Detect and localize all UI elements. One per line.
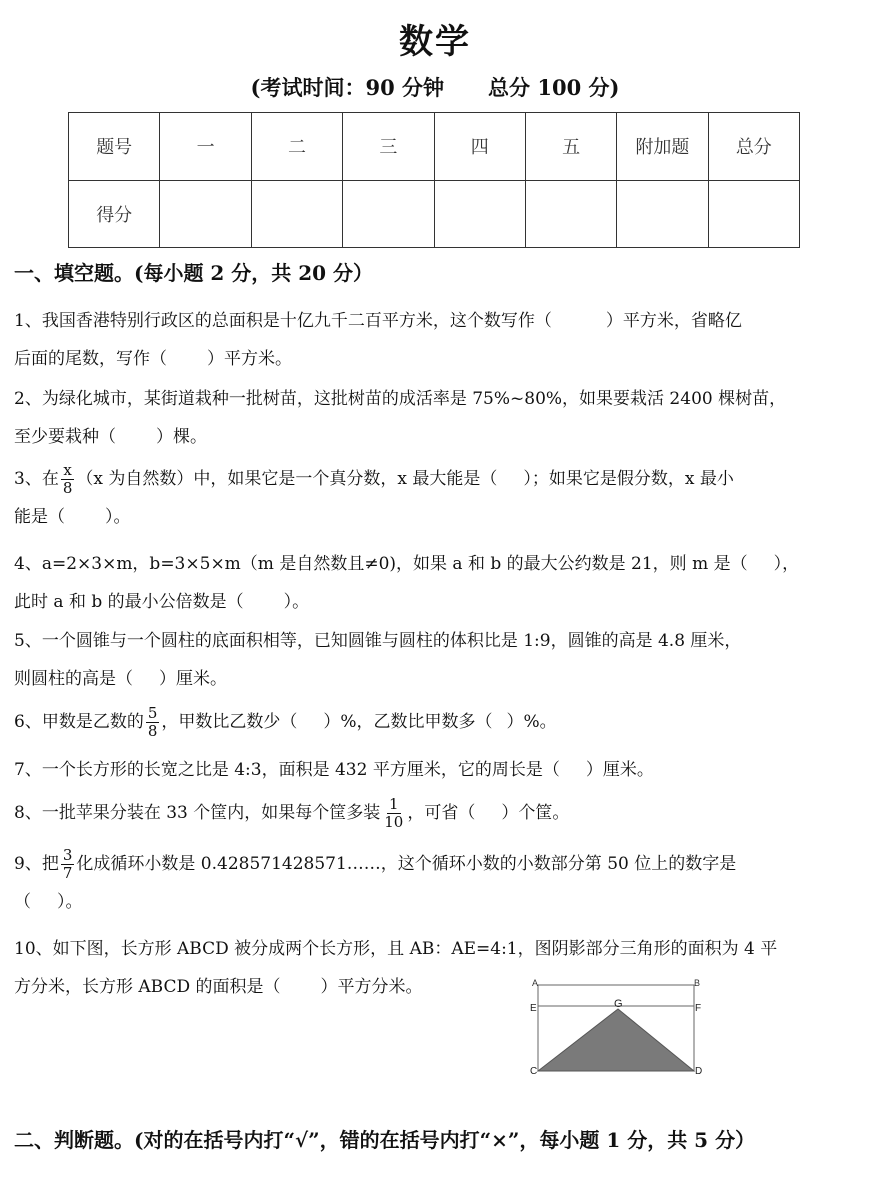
q3-text-c: ）；如果它是假分数，x 最小 xyxy=(523,469,734,489)
score-entry-cell[interactable] xyxy=(434,180,525,248)
q5-text-b: 则圆柱的高是（ xyxy=(14,669,133,689)
q9-text-b: 化成循环小数是 0.428571428571……，这个循环小数的小数部分第 50 位上的数字是 xyxy=(76,854,737,874)
q9-text-d: ）。 xyxy=(57,892,83,912)
question-5 xyxy=(14,622,856,698)
label-f: F xyxy=(695,1003,702,1014)
q6-text-d: ）%。 xyxy=(506,712,557,732)
label-e: E xyxy=(530,1003,537,1014)
score-header-cell: 五 xyxy=(525,113,616,181)
q2-text-b: 至少要栽种（ xyxy=(14,427,116,447)
fraction xyxy=(382,796,405,831)
score-entry-cell[interactable] xyxy=(160,180,251,248)
question-2 xyxy=(14,380,856,456)
fraction xyxy=(61,462,75,497)
score-entry-cell[interactable] xyxy=(343,180,434,248)
q1-text-c: 后面的尾数，写作（ xyxy=(14,349,167,369)
fraction xyxy=(146,705,160,740)
score-row-label: 得分 xyxy=(69,180,160,248)
q3-text-b: （x 为自然数）中，如果它是一个真分数，x 最大能是（ xyxy=(76,469,498,489)
q2-text-a: 2、为绿化城市，某街道栽种一批树苗，这批树苗的成活率是 75%~80%，如果要栽活 2400 棵树苗， xyxy=(14,389,787,409)
question-4 xyxy=(14,545,856,621)
question-8 xyxy=(14,794,856,832)
score-header-cell: 一 xyxy=(160,113,251,181)
q4-text-b: ）， xyxy=(773,554,800,574)
label-d: D xyxy=(695,1066,703,1077)
label-g: G xyxy=(614,998,623,1010)
score-header-cell: 四 xyxy=(434,113,525,181)
rectangle-abcd-figure xyxy=(528,975,718,1080)
score-header-cell: 三 xyxy=(343,113,434,181)
question-7 xyxy=(14,751,856,789)
fraction-numerator: 5 xyxy=(147,704,158,722)
fraction-numerator: 3 xyxy=(62,846,73,864)
score-header-cell: 总分 xyxy=(708,113,799,181)
q6-text-a: 6、甲数是乙数的 xyxy=(14,712,144,732)
page-title: 数学 xyxy=(399,22,471,62)
score-table-header-row xyxy=(69,113,800,181)
q5-text-c: ）厘米。 xyxy=(159,669,227,689)
score-entry-cell[interactable] xyxy=(525,180,616,248)
label-b: B xyxy=(694,978,701,988)
fraction-numerator: x xyxy=(63,461,72,479)
fraction-denominator: 7 xyxy=(62,864,73,882)
score-table xyxy=(68,112,800,248)
q10-text-c: ）平方分米。 xyxy=(320,977,423,997)
q9-text-a: 9、把 xyxy=(14,854,59,874)
q6-text-c: ）%，乙数比甲数多（ xyxy=(323,712,493,732)
fraction-denominator: 8 xyxy=(147,722,158,740)
q4-text-a: 4、a=2×3×m，b=3×5×m（m 是自然数且≠0)，如果 a 和 b 的最大公约数是 21，则 m 是（ xyxy=(14,554,748,574)
q3-text-d: 能是（ xyxy=(14,507,65,527)
exam-subtitle xyxy=(0,72,870,102)
q4-text-d: ）。 xyxy=(283,592,310,612)
fraction xyxy=(61,847,75,882)
score-header-cell: 附加题 xyxy=(617,113,708,181)
label-c: C xyxy=(530,1066,538,1077)
q10-text-a: 10、如下图，长方形 ABCD 被分成两个长方形，且 AB：AE=4:1，图阴影部分三角形的面积为 4 平 xyxy=(14,939,778,959)
q9-text-c: （ xyxy=(14,892,31,912)
q2-text-c: ）棵。 xyxy=(156,427,207,447)
q6-text-b: ，甲数比乙数少（ xyxy=(161,712,298,732)
question-9 xyxy=(14,845,856,921)
q7-text-b: ）厘米。 xyxy=(585,760,654,780)
q7-text-a: 7、一个长方形的长宽之比是 4:3，面积是 432 平方厘米，它的周长是（ xyxy=(14,760,560,780)
q1-text-d: ）平方米。 xyxy=(207,349,292,369)
q1-text-a: 1、我国香港特别行政区的总面积是十亿九千二百平方米，这个数写作（ xyxy=(14,311,552,331)
q8-text-a: 8、一批苹果分装在 33 个筐内，如果每个筐多装 xyxy=(14,803,381,823)
q4-text-c: 此时 a 和 b 的最小公倍数是（ xyxy=(14,592,244,612)
q3-text-a: 3、在 xyxy=(14,469,59,489)
section-2-heading: 二、判断题。(对的在括号内打“√”，错的在括号内打“×”，每小题 1 分，共 5 分） xyxy=(14,1128,756,1152)
q5-text-a: 5、一个圆锥与一个圆柱的底面积相等，已知圆锥与圆柱的体积比是 1:9，圆锥的高是 4.8 厘米， xyxy=(14,631,742,651)
exam-total-score: 总分 100 分) xyxy=(488,75,620,100)
question-10 xyxy=(14,930,856,1006)
shaded-triangle xyxy=(538,1009,694,1071)
fraction-numerator: 1 xyxy=(389,795,399,813)
score-entry-cell[interactable] xyxy=(251,180,342,248)
question-3 xyxy=(14,460,856,536)
q8-text-c: ）个筐。 xyxy=(501,803,570,823)
q1-text-b: ）平方米，省略亿 xyxy=(605,311,742,331)
section-1-heading: 一、填空题。(每小题 2 分，共 20 分） xyxy=(14,261,374,285)
score-entry-cell[interactable] xyxy=(617,180,708,248)
question-6 xyxy=(14,703,856,741)
fraction-denominator: 10 xyxy=(384,813,404,831)
q10-text-b: 方分米，长方形 ABCD 的面积是（ xyxy=(14,977,281,997)
score-entry-cell[interactable] xyxy=(708,180,799,248)
exam-time: (考试时间：90 分钟 xyxy=(250,75,445,100)
question-1 xyxy=(14,302,856,378)
fraction-denominator: 8 xyxy=(62,479,73,497)
score-header-cell: 二 xyxy=(251,113,342,181)
score-header-cell: 题号 xyxy=(69,113,160,181)
q3-text-e: ）。 xyxy=(105,507,131,527)
q8-text-b: ，可省（ xyxy=(407,803,476,823)
label-a: A xyxy=(532,978,539,988)
score-table-score-row xyxy=(69,180,800,248)
